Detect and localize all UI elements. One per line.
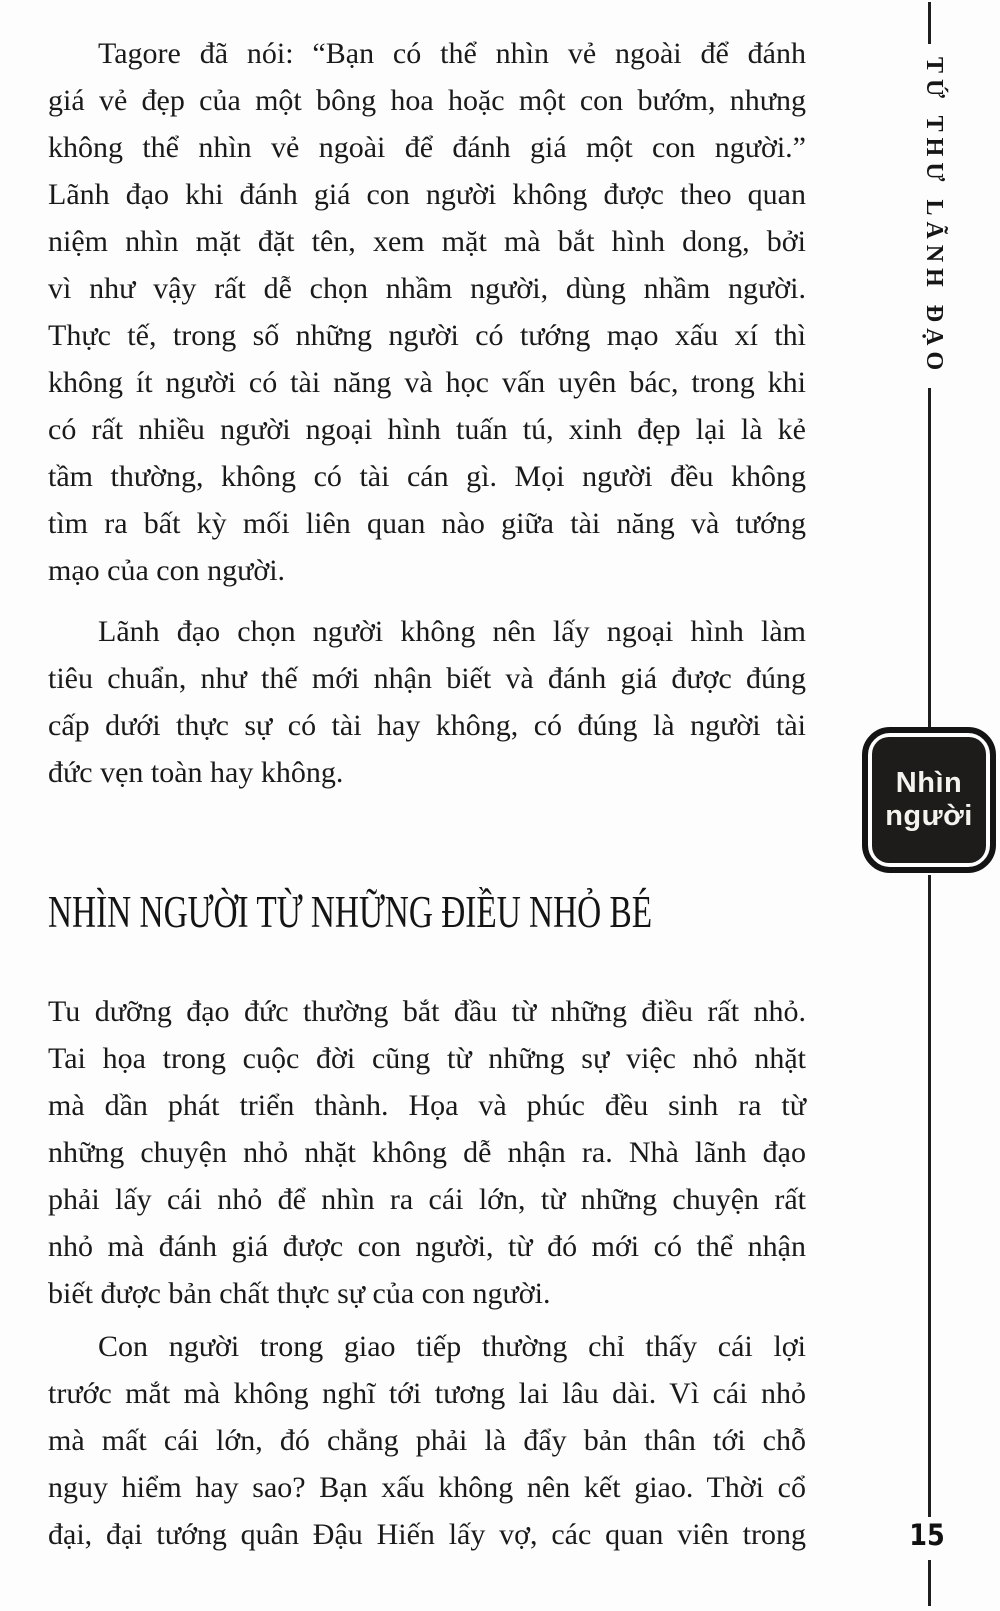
text-line: nhỏ mà đánh giá được con người, từ đó mới có thể nhận <box>48 1230 806 1263</box>
text-line: Lãnh đạo chọn người không nên lấy ngoại hình làm <box>98 615 806 648</box>
chapter-badge <box>862 727 996 873</box>
paragraph <box>48 1323 806 1558</box>
text-line: phải lấy cái nhỏ để nhìn ra cái lớn, từ những chuyện rất <box>48 1183 806 1216</box>
text-line: Lãnh đạo khi đánh giá con người không được theo quan <box>48 178 806 211</box>
text-line: đại, đại tướng quân Đậu Hiến lấy vợ, các quan viên trong <box>48 1518 806 1551</box>
text-line: trước mắt mà không nghĩ tới tương lai lâu dài. Vì cái nhỏ <box>48 1377 806 1410</box>
margin-rule-lower <box>928 875 931 1517</box>
margin-rule-bottom <box>928 1560 931 1606</box>
text-line: không ít người có tài năng và học vấn uyên bác, trong khi <box>48 366 806 399</box>
text-line: Con người trong giao tiếp thường chỉ thấy cái lợi <box>98 1330 806 1363</box>
text-line: Thực tế, trong số những người có tướng mạo xấu xí thì <box>48 319 806 352</box>
text-line: những chuyện nhỏ nhặt không dễ nhận ra. Nhà lãnh đạo <box>48 1136 806 1169</box>
margin-rule-upper <box>928 388 931 727</box>
text-line: không thể nhìn vẻ ngoài để đánh giá một con người.” <box>48 131 806 164</box>
text-line: Tagore đã nói: “Bạn có thể nhìn vẻ ngoài để đánh <box>98 37 806 70</box>
margin-rule-top <box>928 2 931 44</box>
paragraph <box>48 608 806 796</box>
text-column <box>48 30 806 1558</box>
text-line: cấp dưới thực sự có tài hay không, có đúng là người tài <box>48 709 806 742</box>
text-line: vì như vậy rất dễ chọn nhầm người, dùng nhầm người. <box>48 272 806 305</box>
chapter-badge-line2: người <box>885 800 973 832</box>
text-line: tầm thường, không có tài cán gì. Mọi người đều không <box>48 460 806 493</box>
text-line: giá vẻ đẹp của một bông hoa hoặc một con bướm, nhưng <box>48 84 806 117</box>
text-line: nguy hiểm hay sao? Bạn xấu không nên kết giao. Thời cổ <box>48 1471 806 1504</box>
text-line: mà dần phát triển thành. Họa và phúc đều sinh ra từ <box>48 1089 806 1122</box>
text-line: mà mất cái lớn, đó chẳng phải là đẩy bản thân tới chỗ <box>48 1424 806 1457</box>
spine-title: TỨ THƯ LÃNH ĐẠO <box>921 57 947 377</box>
text-line: niệm nhìn mặt đặt tên, xem mặt mà bắt hình dong, bởi <box>48 225 806 258</box>
text-line: biết được bản chất thực sự của con người. <box>48 1277 551 1310</box>
chapter-badge-label <box>872 737 986 863</box>
text-line: Tu dưỡng đạo đức thường bắt đầu từ những điều rất nhỏ. <box>48 995 806 1028</box>
paragraph <box>48 30 806 594</box>
text-line: mạo của con người. <box>48 554 286 587</box>
section-heading: NHÌN NGƯỜI TỪ NHỮNG ĐIỀU NHỎ BÉ <box>48 887 653 937</box>
page-number: 15 <box>909 1518 945 1552</box>
paragraph <box>48 988 806 1317</box>
text-line: tiêu chuẩn, như thế mới nhận biết và đánh giá được đúng <box>48 662 806 695</box>
text-line: đức vẹn toàn hay không. <box>48 756 344 789</box>
chapter-badge-line1: Nhìn <box>895 767 963 799</box>
text-line: Tai họa trong cuộc đời cũng từ những sự việc nhỏ nhặt <box>48 1042 806 1075</box>
text-line: tìm ra bất kỳ mối liên quan nào giữa tài năng và tướng <box>48 507 806 540</box>
text-line: có rất nhiều người ngoại hình tuấn tú, xinh đẹp lại là kẻ <box>48 413 806 446</box>
